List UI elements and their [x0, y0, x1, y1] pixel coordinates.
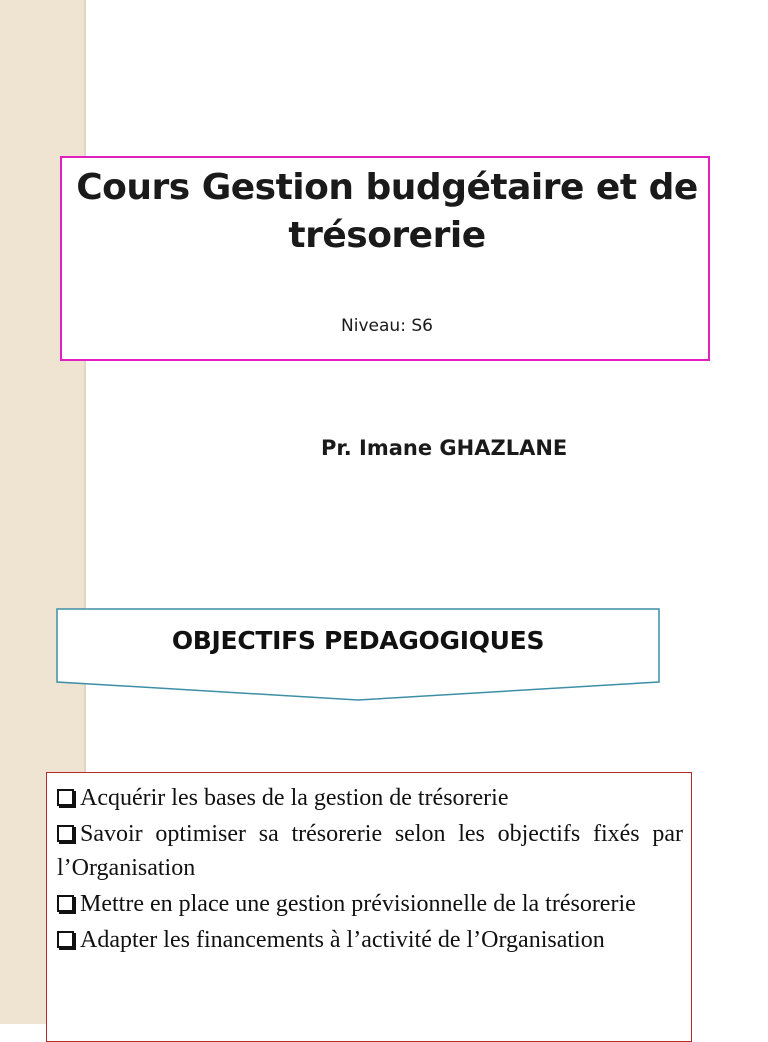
banner-shape	[56, 608, 660, 704]
objective-text: Savoir optimiser sa trésorerie selon les objectifs fixés par l’Organisation	[57, 821, 683, 881]
course-level: Niveau: S6	[341, 316, 433, 336]
checkbox-bullet-icon	[57, 895, 74, 912]
author-name: Pr. Imane GHAZLANE	[321, 436, 568, 460]
objective-text: Mettre en place une gestion prévisionnelle de la trésorerie	[80, 891, 636, 917]
objectives-box	[46, 772, 692, 1042]
title-box	[60, 156, 710, 361]
objective-item	[57, 887, 683, 921]
objective-text: Acquérir les bases de la gestion de trésorerie	[80, 785, 509, 811]
objectives-heading: OBJECTIFS PEDAGOGIQUES	[171, 626, 545, 655]
checkbox-bullet-icon	[57, 789, 74, 806]
objective-text: Adapter les financements à l’activité de l’Organisation	[80, 927, 605, 953]
checkbox-bullet-icon	[57, 825, 74, 842]
objectives-list	[47, 773, 691, 957]
objective-item	[57, 781, 683, 815]
checkbox-bullet-icon	[57, 931, 74, 948]
objective-item	[57, 923, 683, 957]
objectives-banner	[56, 608, 660, 704]
course-title: Cours Gestion budgétaire et de trésorerie	[76, 167, 698, 256]
objective-item	[57, 817, 683, 885]
